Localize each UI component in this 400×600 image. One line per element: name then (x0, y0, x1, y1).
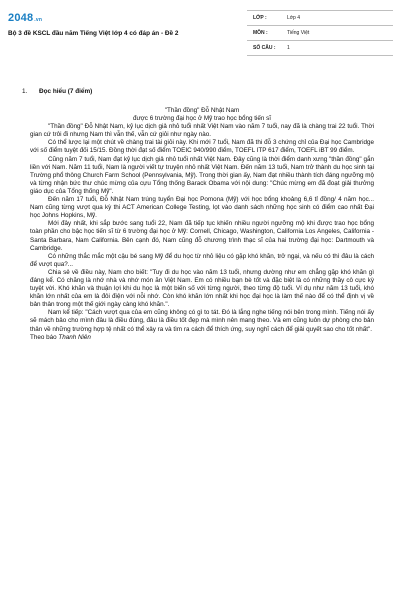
info-row-subject (247, 26, 393, 41)
reading-passage (30, 107, 374, 342)
info-label: MÔN : (253, 30, 268, 36)
passage-paragraph: "Thần đồng" Đỗ Nhật Nam, kỷ lục dịch giả nhỏ tuổi nhất Việt Nam vào năm 7 tuổi, nay đã là chàng trai 22 tuổi. Thời gian cứ trôi đi nhưng Nam thì vẫn thế, vẫn cứ giỏi như ngày nào. (30, 123, 374, 139)
question-title: Đọc hiểu (7 điểm) (39, 88, 93, 95)
logo-text: 2048 (8, 12, 34, 24)
site-logo[interactable] (8, 12, 42, 24)
info-label: SỐ CÂU : (253, 45, 276, 51)
logo-domain: .vn (34, 17, 43, 23)
info-row-count (247, 41, 393, 56)
passage-paragraph: Đến năm 17 tuổi, Đỗ Nhật Nam trúng tuyển Đại học Pomona (Mỹ) với học bổng khoảng 6,6 tỉ đồng/ 4 năm học... Nam cũng từng vượt qua kỳ thi ACT American College Testing, lọt vào danh sách những học sinh có điểm cao nhất Đại học Johns Hopkins, Mỹ. (30, 196, 374, 220)
passage-paragraph: Có thể lược lại một chút về chàng trai tài giỏi này. Khi mới 7 tuổi, Nam đã thi đỗ 3 chứng chỉ của Đại học Cambridge với số điểm tuyệt đối 15/15. Đồng thời đạt số điểm TOEIC 940/990 điểm, TOEFL ITP 617 điểm, TOEFL iBT 99 điểm. (30, 139, 374, 155)
passage-subtitle: được 6 trường đại học ở Mỹ trao học bổng tiến sĩ (132, 115, 272, 123)
info-value: Lớp 4 (287, 15, 301, 21)
info-row-class (247, 11, 393, 26)
passage-title: "Thần đồng" Đỗ Nhật Nam (164, 107, 240, 114)
source-prefix: Theo báo (30, 333, 57, 341)
question-number: 1. (22, 88, 28, 95)
document-title: Bộ 3 đề KSCL đầu năm Tiếng Việt lớp 4 có đáp án - Đề 2 (8, 30, 179, 37)
info-value: 1 (287, 45, 290, 51)
page-header (0, 0, 400, 58)
passage-source (30, 334, 374, 342)
passage-paragraph: Cũng năm 7 tuổi, Nam đạt kỷ lục dịch giả nhỏ tuổi nhất Việt Nam. Đây cũng là thời điểm danh xưng "thần đồng" gắn liền với Nam. Năm 11 tuổi, Nam là người viết tự truyện nhỏ nhất Việt Nam. Đến năm 13 tuổi, Nam trở thành du học sinh tại Trường phổ thông Church Farm School (Pennsylvania, Mỹ). Trong thời gian ấy, Nam đạt nhiều thành tích đáng ngưỡng mộ và từng nhận bức thư chúc mừng của cựu Tổng thống Barack Obama với nội dung: "Chúc mừng em đã đoạt giải thưởng giáo dục của Tổng thống Mỹ". (30, 155, 374, 195)
source-name: Thanh Niên (58, 333, 91, 341)
info-table (247, 10, 393, 56)
passage-paragraph: Chia sẻ về điều này, Nam cho biết: "Tuy đi du học vào năm 13 tuổi, nhưng dường như em chẳng gặp khó khăn gì đáng kể. Có chăng là nhớ nhà và nhớ món ăn Việt Nam. Em có nhiều bạn bè tốt và đặc biệt là có những thầy cô cực kỳ tuyệt vời. Khó khăn và thuận lợi khi du học là một biến số với từng người, theo từng độ tuổi. Ví dụ như năm 13 tuổi, khó khăn lớn nhất của em là đôi điện với nỗi nhớ. Còn khó khăn lớn nhất khi học đại học là làm thế nào để có thể định vị về bản thân trong một thế giới ngày càng khó khăn.". (30, 268, 374, 309)
info-label: LỚP : (253, 15, 267, 21)
passage-paragraph: Có những thắc mắc một cậu bé sang Mỹ để du học từ nhỏ liệu có gặp khó khăn, trở ngại, và nếu có thì đâu là cách để vượt qua?... (30, 252, 374, 268)
info-value: Tiếng Việt (287, 30, 310, 36)
passage-paragraph: Nam kể tiếp: "Cách vượt qua của em cũng không có gì to tát. Đó là lắng nghe tiếng nói bên trong mình. Tiếng nói ấy sẽ mách bảo cho mình đâu là điều đúng, đâu là điều tốt đẹp mà mình nên mang theo. Và em cũng luôn dự phòng cho bản thân về những trường hợp tệ nhất có thể xảy ra và tìm ra cách để thích ứng, suy nghĩ cách để giải quyết sao cho tốt nhất". (30, 309, 374, 333)
question-heading (22, 88, 92, 95)
passage-paragraph: Mới đây nhất, khi sắp bước sang tuổi 22, Nam đã tiếp tục khiến nhiều người ngưỡng mộ khi được trao học bổng toàn phần cho bậc học tiến sĩ từ 6 trường đại học ở Mỹ: Cornell, Chicago, Washington, California Los Angeles, California - Santa Barbara, Nam California. Bên cạnh đó, Nam cũng đỗ chương trình thạc sĩ của hai trường đại học: Dartmouth và Cambridge. (30, 220, 374, 252)
